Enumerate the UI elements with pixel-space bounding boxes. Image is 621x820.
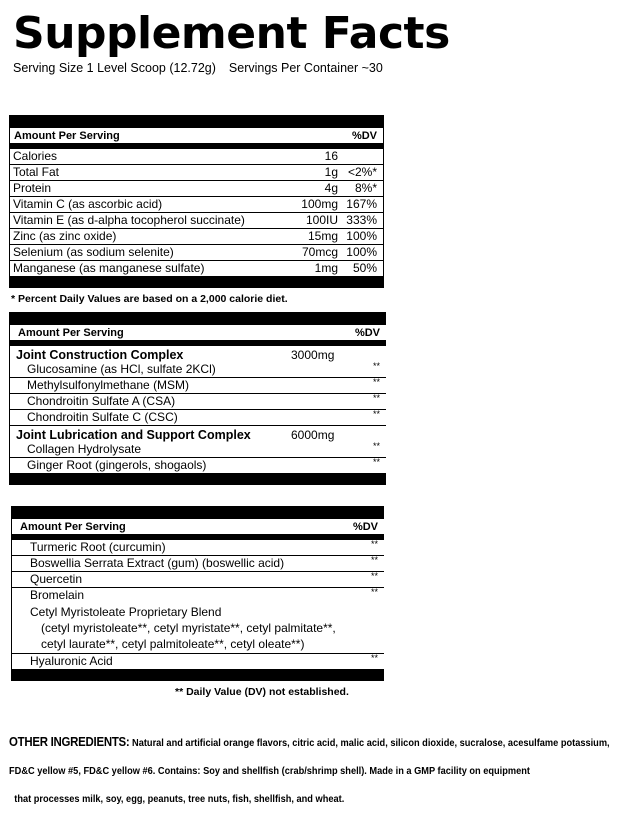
group-name: Joint Construction Complex	[16, 348, 184, 362]
nutrient-amount: 100IU	[305, 213, 338, 227]
complex-panel	[9, 312, 386, 485]
group-items	[10, 362, 386, 426]
nutrient-row	[10, 229, 383, 245]
nutrient-dv: 100%	[346, 245, 377, 259]
nutrient-dv: 50%	[352, 261, 377, 275]
nutrient-amount: 4g	[324, 181, 338, 195]
other-ingredients-line-2: FD&C yellow #5, FD&C yellow #6. Contains: Soy and shellfish (crab/shrimp shell). Made in a GMP facility on equipment	[9, 765, 530, 777]
ingredient-dv: **	[372, 457, 380, 467]
nutrient-name: Manganese (as manganese sulfate)	[13, 261, 205, 275]
group-amount: 3000mg	[291, 348, 335, 362]
ingredient-name: Hyaluronic Acid	[30, 654, 113, 668]
panel-body	[9, 325, 386, 340]
nutrient-name: Vitamin E (as d-alpha tocopherol succinate)	[13, 213, 245, 227]
servings-per-container: Servings Per Container ~30	[228, 61, 383, 75]
nutrient-name: Selenium (as sodium selenite)	[13, 245, 174, 259]
other-ingredients	[9, 728, 614, 813]
ingredient-name: Methylsulfonylmethane (MSM)	[27, 378, 190, 392]
bottom-bar	[9, 473, 386, 485]
nutrient-row	[10, 213, 383, 229]
ingredient-row	[10, 394, 386, 410]
nutrient-rows	[9, 149, 384, 276]
nutrient-amount: 15mg	[307, 229, 338, 243]
bottom-bar	[9, 276, 384, 288]
panel-header	[12, 519, 384, 534]
group-items	[10, 442, 386, 473]
header-amount-label: Amount Per Serving	[14, 130, 120, 142]
ingredient-name: Chondroitin Sulfate C (CSC)	[27, 410, 178, 424]
extract-panel	[11, 506, 384, 681]
header-amount-label: Amount Per Serving	[18, 327, 124, 339]
group-name: Joint Lubrication and Support Complex	[16, 428, 251, 442]
dv-not-established-footnote: ** Daily Value (DV) not established.	[175, 686, 349, 698]
ingredient-dv: **	[370, 539, 378, 549]
panel-header	[10, 128, 383, 143]
other-ingredients-text-1: Natural and artificial orange flavors, citric acid, malic acid, silicon dioxide, sucralose, acesulfame potassium,	[132, 737, 610, 749]
complex-group-header	[10, 346, 386, 362]
panel-body	[11, 519, 384, 534]
serving-info	[13, 61, 383, 75]
ingredient-row	[12, 654, 384, 669]
top-bar	[11, 506, 384, 519]
ingredient-dv: **	[370, 653, 378, 663]
ingredient-row	[12, 588, 384, 603]
nutrient-row	[10, 245, 383, 261]
ingredient-name: Collagen Hydrolysate	[27, 442, 142, 456]
nutrient-name: Zinc (as zinc oxide)	[13, 229, 117, 243]
ingredient-dv: **	[370, 555, 378, 565]
nutrient-dv: <2%*	[347, 165, 377, 179]
top-bar	[9, 115, 384, 128]
header-dv-label: %DV	[354, 327, 380, 339]
ingredient-dv: **	[372, 377, 380, 387]
nutrient-name: Protein	[13, 181, 52, 195]
ingredient-name: Bromelain	[30, 588, 85, 602]
group-amount: 6000mg	[291, 428, 335, 442]
panel-body	[9, 128, 384, 143]
percent-dv-footnote: * Percent Daily Values are based on a 2,000 calorie diet.	[11, 293, 288, 305]
ingredient-dv: **	[372, 361, 380, 371]
nutrient-amount: 16	[324, 149, 338, 163]
nutrient-row	[10, 149, 383, 165]
ingredient-name: Turmeric Root (curcumin)	[30, 540, 166, 554]
complex-group-header	[10, 426, 386, 442]
extract-items	[12, 540, 384, 603]
nutrient-name: Vitamin C (as ascorbic acid)	[13, 197, 163, 211]
ingredient-dv: **	[372, 393, 380, 403]
ingredient-row	[10, 410, 386, 426]
ingredient-dv: **	[372, 441, 380, 451]
nutrient-row	[10, 165, 383, 181]
ingredient-dv: **	[370, 571, 378, 581]
ingredient-row	[10, 378, 386, 394]
ingredient-row	[12, 540, 384, 556]
blend-block	[12, 603, 384, 654]
ingredient-dv: **	[370, 587, 378, 597]
extract-rows	[11, 540, 384, 669]
header-amount-label: Amount Per Serving	[20, 521, 126, 533]
nutrient-dv: 333%	[346, 213, 377, 227]
nutrient-amount: 100mg	[301, 197, 338, 211]
bottom-bar	[11, 669, 384, 681]
nutrient-dv: 8%*	[354, 181, 377, 195]
page-title: Supplement Facts	[13, 8, 450, 59]
ingredient-dv: **	[372, 409, 380, 419]
ingredient-row	[12, 556, 384, 572]
ingredient-name: Quercetin	[30, 572, 83, 586]
blend-name: Cetyl Myristoleate Proprietary Blend	[30, 605, 222, 619]
ingredient-name: Boswellia Serrata Extract (gum) (boswellic acid)	[30, 556, 285, 570]
ingredient-name: Ginger Root (gingerols, shogaols)	[27, 458, 207, 472]
nutrient-row	[10, 181, 383, 197]
ingredient-row	[10, 362, 386, 378]
blend-line-2: cetyl laurate**, cetyl palmitoleate**, cetyl oleate**)	[41, 637, 305, 651]
nutrient-amount: 1g	[324, 165, 338, 179]
ingredient-row	[12, 572, 384, 588]
top-bar	[9, 312, 386, 325]
panel-header	[10, 325, 386, 340]
nutrient-dv: 100%	[346, 229, 377, 243]
nutrient-name: Total Fat	[13, 165, 60, 179]
serving-size: Serving Size 1 Level Scoop (12.72g)	[13, 61, 216, 75]
nutrient-dv: 167%	[346, 197, 377, 211]
nutrient-row	[10, 197, 383, 213]
header-dv-label: %DV	[352, 521, 378, 533]
nutrient-row	[10, 261, 383, 276]
other-ingredients-line-1	[9, 728, 614, 757]
ingredient-name: Glucosamine (as HCl, sulfate 2KCl)	[27, 362, 216, 376]
nutrient-amount: 1mg	[314, 261, 338, 275]
complex-rows	[9, 346, 386, 473]
other-ingredients-label: OTHER INGREDIENTS:	[9, 734, 130, 749]
other-ingredients-line-3: that processes milk, soy, egg, peanuts, tree nuts, fish, shellfish, and wheat.	[14, 793, 345, 805]
header-dv-label: %DV	[351, 130, 377, 142]
nutrient-panel	[9, 115, 384, 288]
ingredient-row	[10, 458, 386, 473]
ingredient-row	[10, 442, 386, 458]
nutrient-amount: 70mcg	[301, 245, 338, 259]
ingredient-name: Chondroitin Sulfate A (CSA)	[27, 394, 176, 408]
blend-line-1: (cetyl myristoleate**, cetyl myristate**, cetyl palmitate**,	[41, 621, 336, 635]
nutrient-name: Calories	[13, 149, 58, 163]
